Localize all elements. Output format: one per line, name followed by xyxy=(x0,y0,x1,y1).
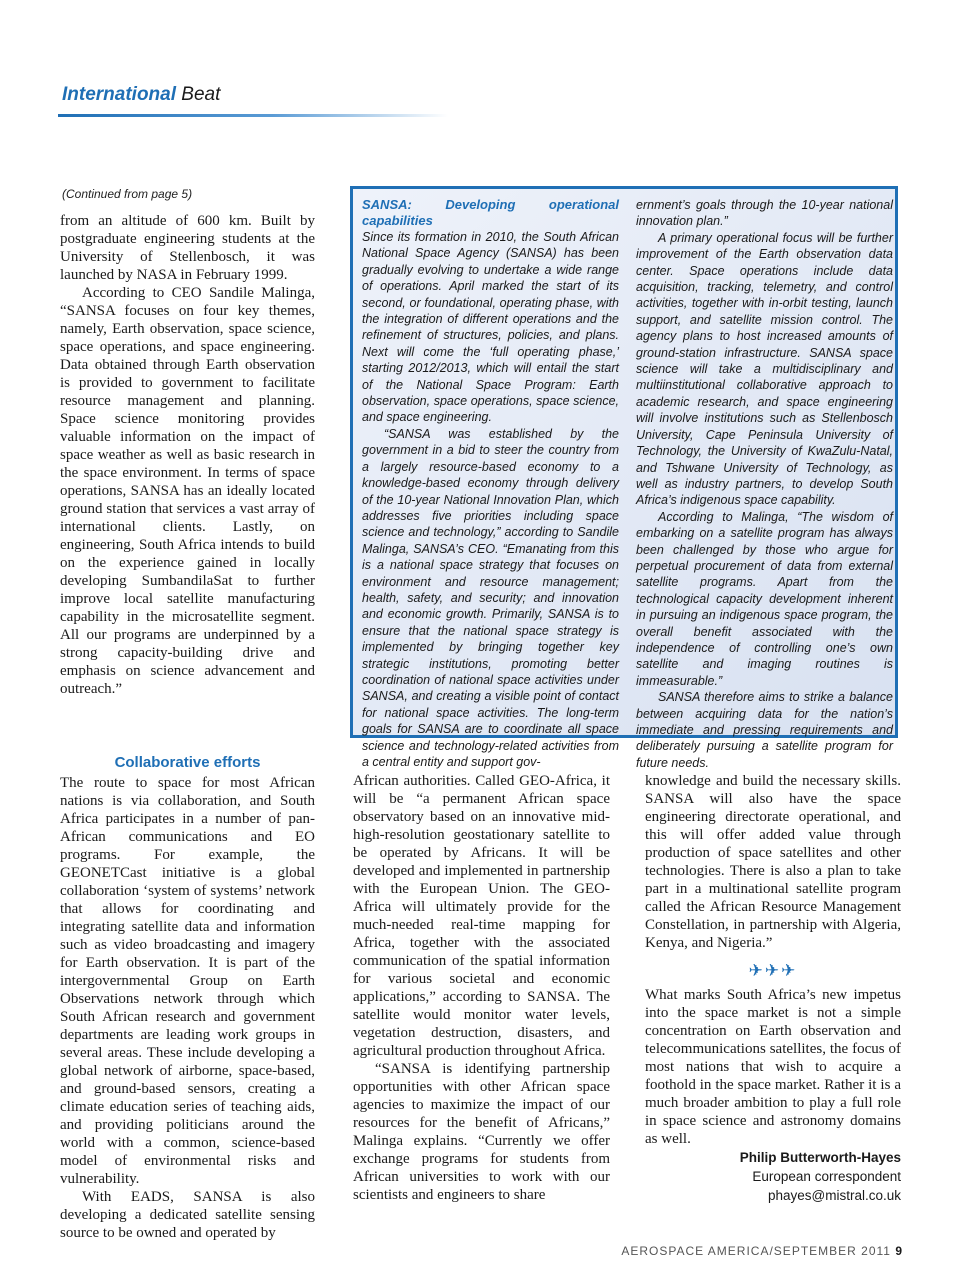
paragraph: What marks South Africa’s new impetus into the space market is not a simple concentration on Earth observation and telecommunications satellites, the focus of most nations that wish to acquire a foothold in the space market. Rather it is a much broader ambition to play a full role in space science and astronomy domains as well. xyxy=(645,987,901,1147)
page-footer xyxy=(621,1244,902,1258)
author-signature xyxy=(645,1148,901,1205)
paragraph: from an altitude of 600 km. Built by postgraduate engineering students at the University of Stellenbosch, it was launched by NASA in February 1999. xyxy=(60,213,315,283)
author-email: phayes@mistral.co.uk xyxy=(767,1188,901,1203)
sidebar-paragraph: ernment’s goals through the 10-year national innovation plan.” xyxy=(636,198,893,229)
article-column-1-continued xyxy=(60,754,315,1242)
sidebar-paragraph: According to Malinga, “The wisdom of embarking on a satellite program has always been challenged by those who argue for perpetual procurement of data from external satellite programs. Apart from the technological capacity development inherent in pursuing an indigenous space program, the overall benefit associated with the independence of controlling one’s own satellite and imaging routines is immeasurable.” xyxy=(636,509,893,688)
sidebar-title: SANSA: Developing operational capabilities xyxy=(362,197,619,228)
sidebar-paragraph: Since its formation in 2010, the South African National Space Agency (SANSA) has been gradually evolving to undertake a wide range of operations. April marked the start of its second, or foundational, operating phase, with the integration of different operations and the refinement of structures, policies, and plans. Next will come the ‘full operating phase,’ starting 2012/2013, which will entail the start of the National Space Program: Earth observation, space operations, space science, and space engineering. xyxy=(362,230,619,425)
author-name: Philip Butterworth-Hayes xyxy=(739,1150,901,1165)
section-header-bold: International xyxy=(62,84,177,105)
paragraph: knowledge and build the necessary skills. SANSA will also have the space engineering directorate operational, and this will offer added value through production of space satellites and other technologies. There is also a plan to take part in a multinational satellite program called the African Resource Management Constellation, in partnership with Algeria, Kenya, and Nigeria.” xyxy=(645,773,901,951)
sidebar-paragraph: “SANSA was established by the government in a bid to steer the country from a largely resource-based economy to a knowledge-based economy through delivery of the 10-year National Innovation Plan, which addresses five priorities including space science and technology,” according to Sandile Malinga, SANSA’s CEO. “Emanating from this is a national space strategy that focuses on environment and resource management; health, safety, and security; and innovation and economic growth. Primarily, SANSA is to ensure that the national space strategy is implemented by bringing together key strategic institutions, promoting better coordination of national space activities under SANSA, and creating a visible point of contact for national space activities. The long-term goals for SANSA are to coordinate all space science and technology-related activities from a central entity and support gov- xyxy=(362,426,619,769)
article-column-3 xyxy=(645,772,901,1205)
header-rule xyxy=(58,114,448,117)
section-header-rest: Beat xyxy=(176,84,221,105)
paragraph: “SANSA is identifying partnership opportunities with other African space agencies to maximize the impact of our resources for the benefit of Africans,” Malinga explains. “Currently we offer exchange programs for students from African universities to work with our scientists and engineers to share xyxy=(353,1061,610,1203)
sidebar-paragraph: SANSA therefore aims to strike a balance between acquiring data for the nation’s immediate and pressing requirements and deliberately pursuing a satellite program for future needs. xyxy=(636,690,893,770)
sidebar-paragraph: A primary operational focus will be further improvement of the Earth observation data center. Space operations include data acquisition, tracking, telemetry, and control activities, together with in-orbit testing, launch support, and satellite mission control. The agency plans to host increased amounts of ground-station infrastructure. SANSA space science will take a multidisciplinary and multiinstitutional collaborative approach to academic research, and space engineering will involve institutions such as Stellenbosch University, Cape Peninsula University of Technology, the University of KwaZulu-Natal, and Tshwane University of Technology, as well as industry partners, to develop South Africa’s indigenous space capability. xyxy=(636,230,893,508)
article-column-1 xyxy=(60,212,315,698)
subheading: Collaborative efforts xyxy=(114,754,261,771)
sidebar-column-2 xyxy=(636,197,893,771)
paragraph: According to CEO Sandile Malinga, “SANSA focuses on four key themes, namely, Earth observation, space science, space operations, and space engineering. Data obtained through Earth observation is provided to government to facilitate resource management and planning. Space science monitoring provides valuable information on the impact of space weather as well as basic research in the space environment. In terms of space operations, SANSA has an ideally located ground station that services a vast array of international clients. Lastly, on engineering, South Africa intends to build on the experience gained in locally developing SumbandilaSat to further improve local satellite manufacturing capability in the microsatellite segment. All our programs are underpinned by a strong capacity-building drive and emphasis on science advancement and outreach.” xyxy=(60,285,315,697)
continued-note: (Continued from page 5) xyxy=(62,187,193,201)
publication-name: AEROSPACE AMERICA/SEPTEMBER 2011 xyxy=(621,1244,891,1258)
section-divider-airplane-icon: ✈✈✈ xyxy=(748,961,798,980)
page-number: 9 xyxy=(895,1244,902,1258)
paragraph: With EADS, SANSA is also developing a dedicated satellite sensing source to be owned and operated by xyxy=(60,1189,315,1241)
sidebar-box xyxy=(350,186,898,770)
paragraph: The route to space for most African nations is via collaboration, and South Africa participates in a number of pan-African communications and EO programs. For example, the GEONETCast initiative is a global collaboration ‘system of systems’ network that allows for coordinating and integrating satellite data and information such as video broadcasting and imagery for Earth observation. It is part of the intergovernmental Group on Earth Observations network through which South African research and government departments are leading work groups in several areas. These include developing a global network of airborne, space-based, and ground-based sensors, creating a climate education series of teaching aids, and providing politicians around the world with a common, science-based model of environmental risks and vulnerability. xyxy=(60,775,315,1187)
article-column-2 xyxy=(353,772,610,1204)
section-header xyxy=(62,84,220,106)
author-role: European correspondent xyxy=(752,1169,901,1184)
paragraph: African authorities. Called GEO-Africa, it will be “a permanent African space observatory based on an innovative mid-high-resolution geostationary satellite to be operated by Africans. It will be developed and implemented in partnership with the European Union. The GEO-Africa will ultimately provide for the much-needed real-time mapping for Africa, together with the associated communication of the spatial information for various societal and economic applications,” according to SANSA. The satellite would monitor water levels, vegetation destruction, disasters, and agricultural production throughout Africa. xyxy=(353,773,610,1059)
sidebar-column-1 xyxy=(362,197,619,770)
